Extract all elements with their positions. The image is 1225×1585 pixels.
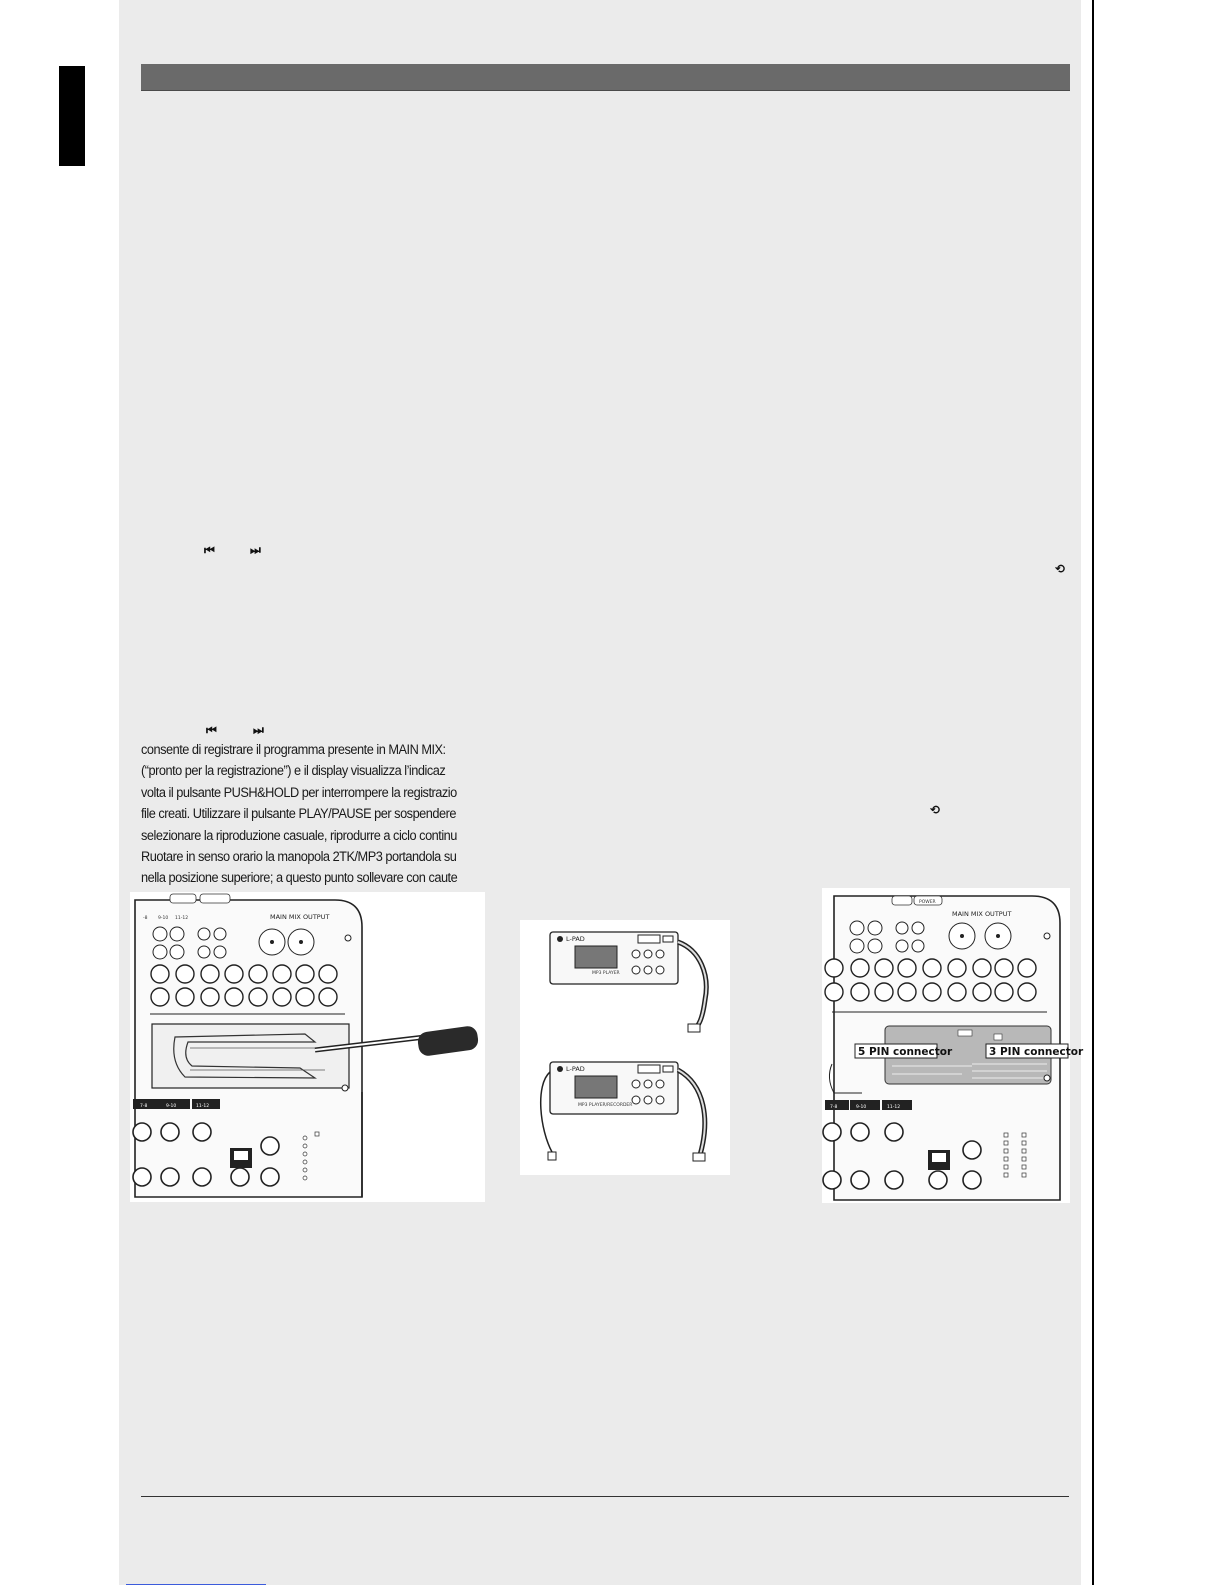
figure-mixer-connectors — [822, 888, 1084, 1203]
svg-text:9-10: 9-10 — [856, 1105, 867, 1110]
body-line: (“pronto per la registrazione”) e il display visualizza l’indicaz — [141, 763, 446, 780]
next-track-icon: ⏭ — [253, 723, 264, 737]
language-tab — [59, 66, 85, 166]
body-line: nella posizione superiore; a questo punto sollevare con caute — [141, 870, 458, 887]
svg-text:11-12: 11-12 — [887, 1105, 901, 1110]
section-header-bar — [141, 64, 1070, 91]
svg-text:-8: -8 — [143, 916, 148, 921]
power-label: POWER — [919, 900, 936, 905]
brand-label: L-PAD — [566, 1065, 585, 1073]
main-mix-output-label: MAIN MIX OUTPUT — [952, 910, 1012, 918]
recorder-label: MP3 PLAYER/RECORDER — [578, 1103, 633, 1108]
repeat-icon: ⟲ — [930, 803, 941, 817]
svg-text:9-10: 9-10 — [158, 916, 169, 921]
next-track-icon: ⏭ — [250, 543, 261, 557]
three-pin-connector-label: 3 PIN connector — [989, 1046, 1084, 1058]
figure-lpad-modules — [520, 920, 730, 1175]
footer-rule — [141, 1496, 1069, 1497]
body-line: file creati. Utilizzare il pulsante PLAY/PAUSE per sospendere — [141, 806, 456, 823]
repeat-icon: ⟲ — [1055, 562, 1066, 576]
svg-text:11-12: 11-12 — [196, 1104, 210, 1109]
svg-text:9-10: 9-10 — [166, 1104, 177, 1109]
main-mix-output-label: MAIN MIX OUTPUT — [270, 913, 330, 921]
body-line: consente di registrare il programma presente in MAIN MIX: — [141, 742, 446, 758]
svg-text:7-8: 7-8 — [830, 1105, 838, 1110]
body-line: volta il pulsante PUSH&HOLD per interrompere la registrazio — [141, 784, 457, 801]
figure-mixer-screwdriver — [130, 892, 485, 1202]
prev-track-icon: ⏮ — [206, 723, 217, 737]
svg-text:7-8: 7-8 — [140, 1104, 148, 1109]
body-paragraph — [141, 740, 476, 890]
body-line: selezionare la riproduzione casuale, riprodurre a ciclo continu — [141, 827, 457, 844]
brand-label: L-PAD — [566, 935, 585, 943]
right-margin-rule — [1092, 0, 1094, 1585]
svg-text:11-12: 11-12 — [175, 916, 189, 921]
player-label: MP3 PLAYER — [592, 971, 620, 976]
prev-track-icon: ⏮ — [204, 543, 215, 557]
body-line: Ruotare in senso orario la manopola 2TK/MP3 portandola su — [141, 848, 457, 865]
five-pin-connector-label: 5 PIN connector — [858, 1046, 953, 1058]
